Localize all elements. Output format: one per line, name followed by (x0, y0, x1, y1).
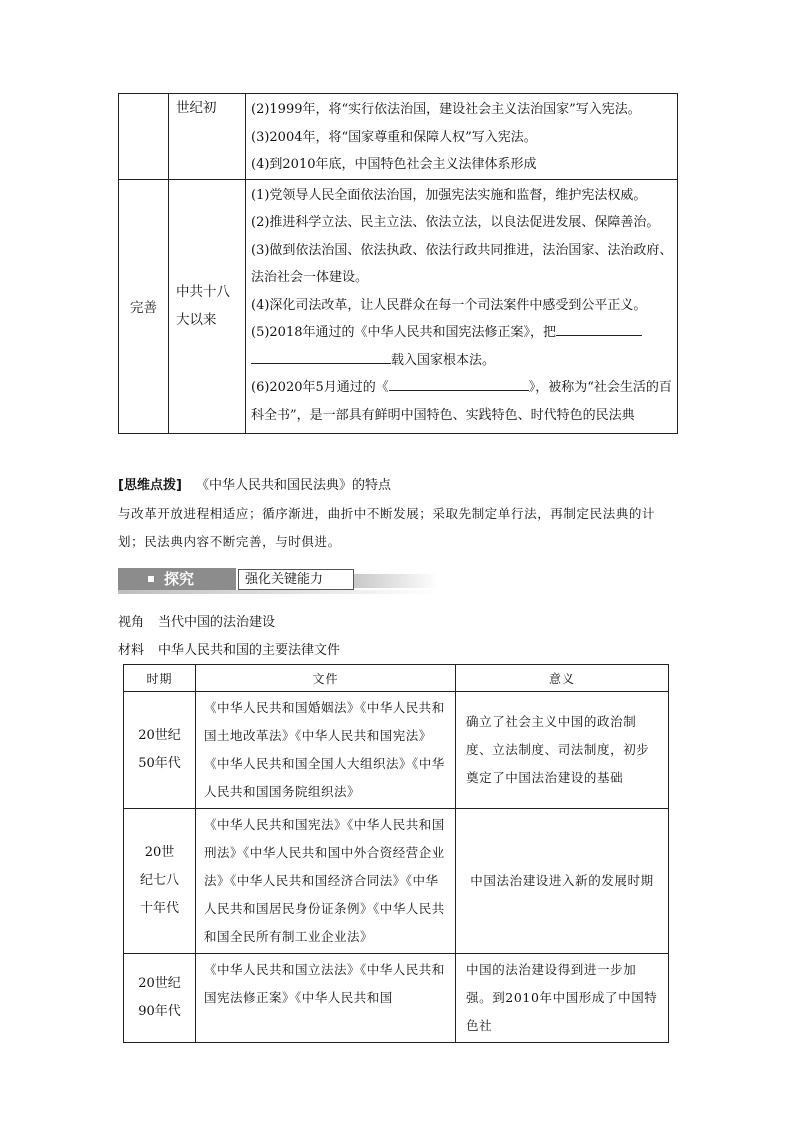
period-cell: 20世纪90年代 (138, 976, 181, 1019)
fill-blank[interactable] (251, 349, 391, 364)
content-line: (4)到2010年底，中国特色社会主义法律体系形成 (251, 157, 537, 172)
significance-cell: 中国法治建设进入新的发展时期 (456, 809, 669, 954)
law-table (123, 664, 669, 1043)
header-significance: 意义 (456, 665, 669, 692)
fill-blank[interactable] (556, 321, 642, 336)
content-line-6: (6)2020年5月通过的《 》，被称为“社会生活的百科全书”，是一部具有鲜明中国特色、实践特色、时代特色的民法典 (246, 374, 677, 429)
note-title: 《中华人民共和国民法典》的特点 (196, 478, 392, 493)
period-cell (169, 94, 246, 180)
header-period: 时期 (124, 665, 196, 692)
stage-cell (119, 94, 169, 180)
table-row (124, 692, 669, 809)
table-row (124, 954, 669, 1043)
period-label: 中共十八大以来 (176, 284, 230, 329)
docs-cell: 《中华人民共和国宪法》《中华人民共和国刑法》《中华人民共和国中外合资经营企业法》《中华人民共和国经济合同法》《中华人民共和国居民身份证条例》《中华人民共和国全民所有制工业企业法》 (196, 809, 456, 954)
view-label: 视角 (118, 615, 145, 630)
material-label: 材料 (118, 643, 145, 658)
content-cell (246, 94, 678, 180)
banner-underline (118, 590, 438, 594)
note-body: 与改革开放进程相适应；循序渐进，曲折中不断发展；采取先制定单行法，再制定民法典的计划；民法典内容不断完善，与时俱进。 (118, 506, 656, 549)
content-line-5: (5)2018年通过的《中华人民共和国宪法修正案》，把 载入国家根本法。 (246, 319, 677, 374)
history-table (118, 93, 678, 434)
view-text: 当代中国的法治建设 (158, 615, 276, 630)
header-docs: 文件 (196, 665, 456, 692)
banner-title: 探究 (164, 570, 195, 588)
table-row (119, 94, 678, 180)
note-heading (118, 474, 391, 493)
banner-subtitle: 强化关键能力 (238, 569, 354, 590)
section-banner (118, 568, 438, 594)
content-cell (246, 179, 678, 434)
fill-blank[interactable] (389, 376, 529, 391)
view-line (118, 611, 275, 630)
period-cell: 20世纪七八十年代 (139, 845, 179, 916)
docs-cell: 《中华人民共和国立法法》《中华人民共和国宪法修正案》《中华人民共和国 (196, 954, 456, 1043)
material-text: 中华人民共和国的主要法律文件 (158, 643, 341, 658)
square-bullet-icon (148, 576, 154, 582)
content-line: (1)党领导人民全面依法治国，加强宪法实施和监督，维护宪法权威。 (251, 187, 647, 203)
table-row (124, 809, 669, 954)
table-header-row (124, 665, 669, 692)
period-label: 世纪初 (176, 100, 217, 116)
stage-cell (119, 179, 169, 434)
banner-fade (354, 574, 438, 588)
content-line: (3)做到依法治国、依法执政、依法行政共同推进，法治国家、法治政府、法治社会一体建设。 (251, 242, 673, 285)
material-line (118, 639, 340, 658)
content-line: (4)深化司法改革，让人民群众在每一个司法案件中感受到公平正义。 (251, 297, 647, 313)
period-cell (169, 179, 246, 434)
content-line: (2)1999年，将“实行依法治国，建设社会主义法治国家”写入宪法。 (251, 102, 641, 117)
table-row (119, 179, 678, 434)
content-line: (2)推进科学立法、民主立法、依法立法，以良法促进发展、保障善治。 (251, 215, 660, 230)
note-tag: [思维点拨] (118, 478, 182, 493)
significance-cell: 中国的法治建设得到进一步加强。到2010年中国形成了中国特色社 (456, 954, 669, 1043)
docs-cell: 《中华人民共和国婚姻法》《中华人民共和国土地改革法》《中华人民共和国宪法》《中华人民共和国全国人大组织法》《中华人民共和国国务院组织法》 (196, 692, 456, 809)
significance-cell: 确立了社会主义中国的政治制度、立法制度、司法制度，初步奠定了中国法治建设的基础 (456, 692, 669, 809)
content-line: (3)2004年，将“国家尊重和保障人权”写入宪法。 (251, 129, 537, 145)
period-cell: 20世纪50年代 (138, 728, 181, 771)
stage-label: 完善 (130, 300, 157, 317)
